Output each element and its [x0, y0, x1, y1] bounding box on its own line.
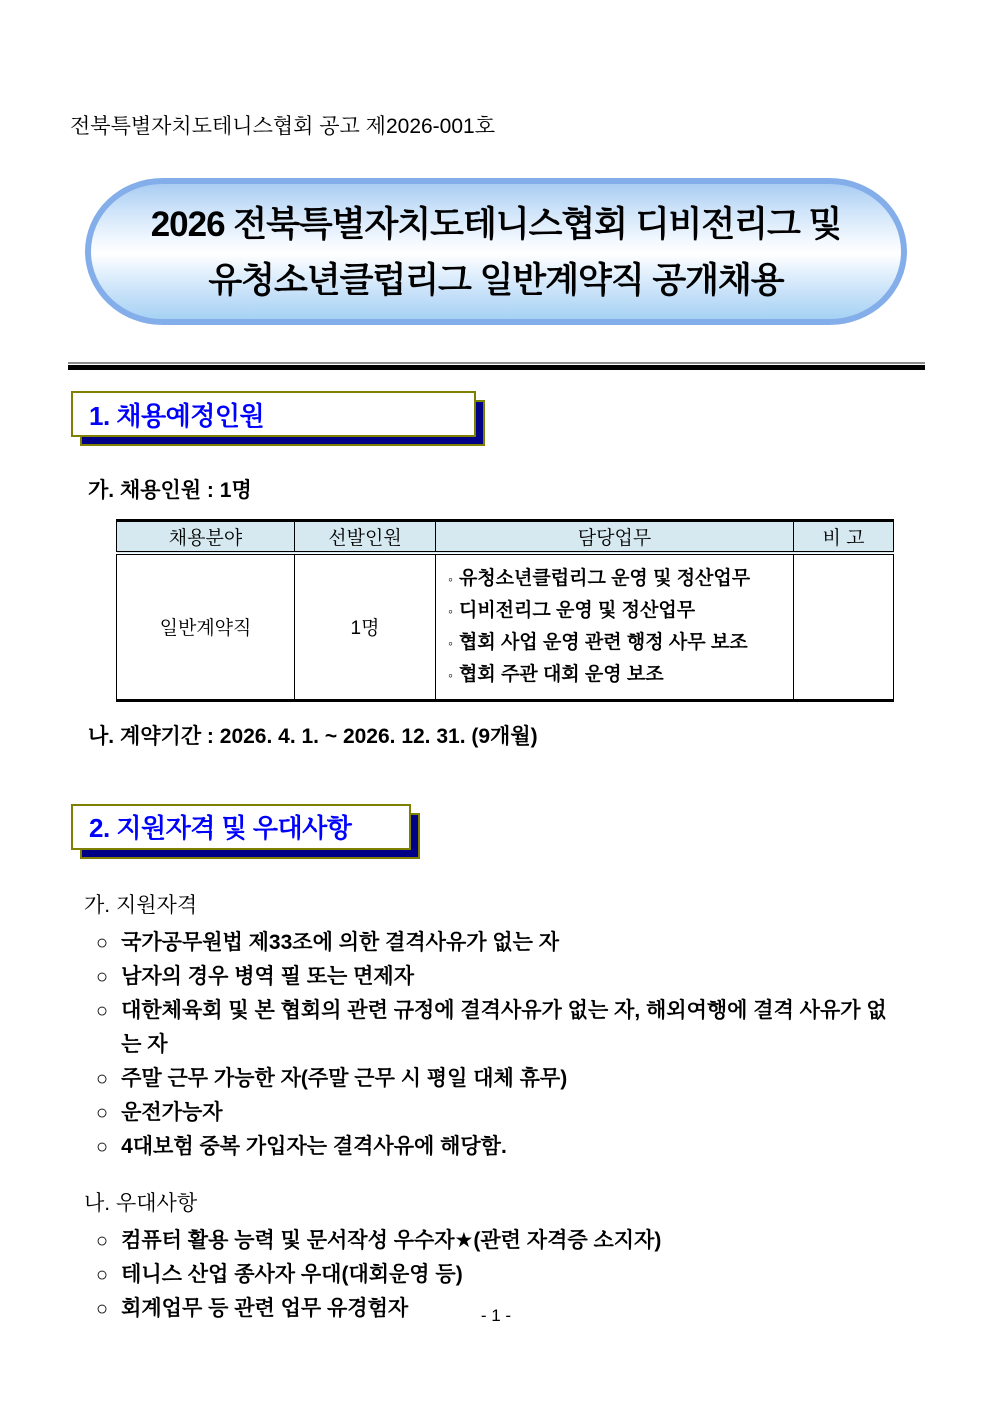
section-1-heading-face	[71, 391, 476, 437]
list-item-text: 운전가능자	[121, 1100, 223, 1124]
table-row	[117, 553, 894, 701]
list-item-text: 국가공무원법 제33조에 의한 결격사유가 없는 자	[121, 930, 560, 954]
circle-bullet-icon: ○	[96, 999, 109, 1022]
list-item-text: 회계업무 등 관련 업무 유경험자	[121, 1296, 409, 1320]
duty-item	[448, 595, 787, 627]
duty-bullet-icon: ◦	[448, 570, 453, 587]
list-item	[96, 1096, 902, 1130]
cell-note	[794, 553, 894, 701]
section-1-heading-text: 1. 채용예정인원	[89, 400, 265, 431]
list-item	[96, 994, 902, 1062]
duty-bullet-icon: ◦	[448, 602, 453, 619]
list-item-text: 대한체육회 및 본 협회의 관련 규정에 결격사유가 없는 자, 해외여행에 결격 사유가 없는 자	[121, 998, 887, 1056]
page-number: - 1 -	[480, 1306, 512, 1325]
circle-bullet-icon: ○	[96, 1135, 109, 1158]
contract-period-line: 나. 계약기간 : 2026. 4. 1. ~ 2026. 12. 31. (9개월)	[88, 724, 538, 748]
duty-item	[448, 659, 787, 691]
list-item-text: 4대보험 중복 가입자는 결격사유에 해당함.	[121, 1134, 507, 1158]
col-header-duties: 담당업무	[436, 521, 794, 553]
rule-thick-line	[68, 365, 925, 370]
duty-item	[448, 563, 787, 595]
section-2-heading-face	[71, 804, 411, 850]
section-2-heading-box	[71, 804, 992, 861]
announcement-number: 전북특별자치도테니스협회 공고 제2026-001호	[70, 115, 495, 138]
circle-bullet-icon: ○	[96, 1297, 109, 1320]
qualification-title: 가. 지원자격	[84, 893, 198, 917]
list-item	[96, 926, 902, 960]
list-item	[96, 960, 902, 994]
circle-bullet-icon: ○	[96, 965, 109, 988]
col-header-note: 비 고	[794, 521, 894, 553]
title-line-1: 2026 전북특별자치도테니스협회 디비전리그 및	[150, 205, 842, 244]
section-2-heading-text: 2. 지원자격 및 우대사항	[89, 813, 352, 843]
list-item	[96, 1130, 902, 1164]
hiring-table	[116, 519, 894, 702]
duty-bullet-icon: ◦	[448, 666, 453, 683]
list-item	[96, 1258, 902, 1292]
list-item	[96, 1224, 902, 1258]
circle-bullet-icon: ○	[96, 1263, 109, 1286]
duty-text: 유청소년클럽리그 운영 및 정산업무	[458, 567, 751, 589]
circle-bullet-icon: ○	[96, 1229, 109, 1252]
circle-bullet-icon: ○	[96, 1101, 109, 1124]
list-item-text: 남자의 경우 병역 필 또는 면제자	[121, 964, 414, 988]
cell-count: 1명	[295, 553, 436, 701]
circle-bullet-icon: ○	[96, 1067, 109, 1090]
title-line-2: 유청소년클럽리그 일반계약직 공개채용	[208, 261, 784, 300]
duty-text: 협회 주관 대회 운영 보조	[458, 663, 664, 685]
horizontal-rule	[68, 362, 925, 370]
col-header-field: 채용분야	[117, 521, 295, 553]
section-1-heading-box	[71, 391, 992, 448]
duty-item	[448, 627, 787, 659]
list-item-text: 테니스 산업 종사자 우대(대회운영 등)	[121, 1262, 463, 1286]
qualification-list	[96, 926, 902, 1164]
duty-text: 협회 사업 운영 관련 행정 사무 보조	[458, 631, 748, 653]
duty-text: 디비전리그 운영 및 정산업무	[458, 599, 696, 621]
col-header-count: 선발인원	[295, 521, 436, 553]
cell-duties	[436, 553, 794, 701]
cell-field: 일반계약직	[117, 553, 295, 701]
duty-bullet-icon: ◦	[448, 634, 453, 651]
preference-title: 나. 우대사항	[84, 1191, 198, 1215]
table-header-row	[117, 521, 894, 553]
circle-bullet-icon: ○	[96, 931, 109, 954]
hire-count-line: 가. 채용인원 : 1명	[88, 479, 252, 502]
list-item	[96, 1062, 902, 1096]
list-item-text: 주말 근무 가능한 자(주말 근무 시 평일 대체 휴무)	[121, 1066, 568, 1090]
list-item-text: 컴퓨터 활용 능력 및 문서작성 우수자★(관련 자격증 소지자)	[121, 1228, 662, 1252]
title-banner	[85, 178, 907, 325]
rule-thin-line	[68, 362, 925, 364]
